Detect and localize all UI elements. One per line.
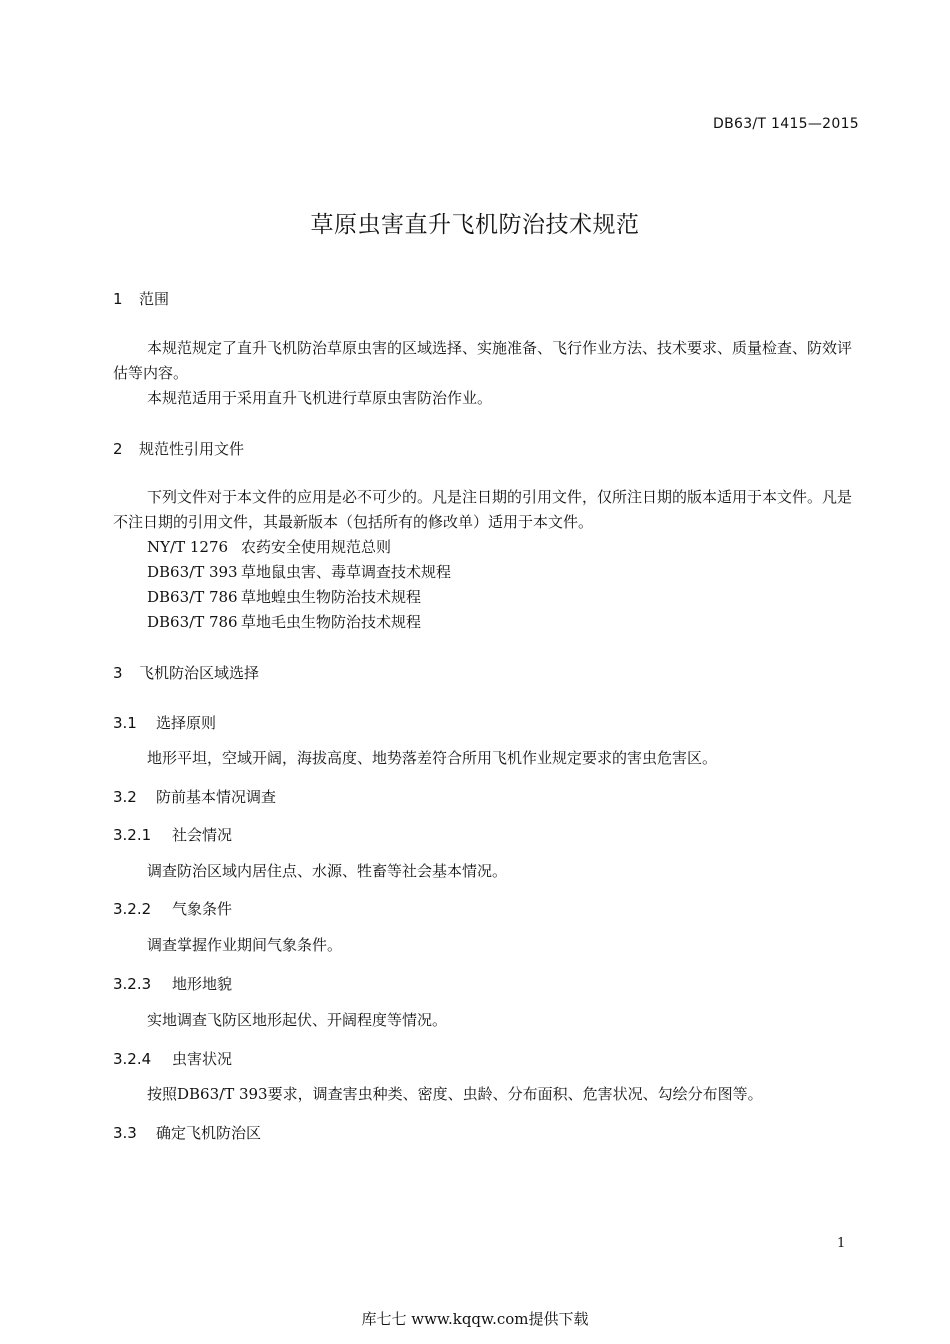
section-label: 飞机防治区域选择 <box>139 664 260 682</box>
section-number: 3.1 <box>113 714 137 732</box>
pest-paragraph: 按照DB63/T 393要求，调查害虫种类、密度、虫龄、分布面积、危害状况、勾绘分布图等。 <box>147 1085 763 1103</box>
reference-title: 草地鼠虫害、毒草调查技术规程 <box>241 563 452 581</box>
reference-item <box>147 586 421 607</box>
reference-item <box>147 561 451 582</box>
reference-title: 农药安全使用规范总则 <box>241 538 392 556</box>
reference-item <box>147 611 421 632</box>
principle-paragraph: 地形平坦，空域开阔，海拔高度、地势落差符合所用飞机作业规定要求的害虫危害区。 <box>147 749 718 767</box>
reference-code: DB63/T 786 <box>147 588 238 606</box>
section-number: 3.2.3 <box>113 975 152 993</box>
references-intro: 下列文件对于本文件的应用是必不可少的。凡是注日期的引用文件，仅所注日期的版本适用于本文件。凡是不注日期的引用文件，其最新版本（包括所有的修改单）适用于本文件。 <box>113 488 853 531</box>
section-number: 3.3 <box>113 1124 137 1142</box>
scope-paragraph-2: 本规范适用于采用直升飞机进行草原虫害防治作业。 <box>147 389 493 407</box>
section-label: 社会情况 <box>172 826 233 844</box>
section-label: 虫害状况 <box>172 1050 233 1068</box>
reference-title: 草地毛虫生物防治技术规程 <box>241 613 422 631</box>
section-label: 气象条件 <box>172 900 233 918</box>
section-3-3-heading <box>113 1122 261 1143</box>
section-3-2-3-heading <box>113 973 232 994</box>
section-3-2-1-heading <box>113 824 232 845</box>
section-number: 3.2.1 <box>113 826 152 844</box>
section-3-2-heading <box>113 786 276 807</box>
section-3-2-2-heading <box>113 898 232 919</box>
section-number: 3.2.2 <box>113 900 152 918</box>
reference-code: DB63/T 786 <box>147 613 238 631</box>
weather-paragraph: 调查掌握作业期间气象条件。 <box>147 936 343 954</box>
section-number: 2 <box>113 440 123 458</box>
section-3-heading <box>113 662 259 683</box>
section-3-1-heading <box>113 712 216 733</box>
section-label: 地形地貌 <box>172 975 233 993</box>
section-label: 防前基本情况调查 <box>156 788 277 806</box>
section-2-heading <box>113 438 244 459</box>
section-number: 3.2.4 <box>113 1050 152 1068</box>
terrain-paragraph: 实地调查飞防区地形起伏、开阔程度等情况。 <box>147 1011 448 1029</box>
page-number: 1 <box>837 1236 846 1251</box>
reference-code: DB63/T 393 <box>147 563 238 581</box>
social-paragraph: 调查防治区域内居住点、水源、牲畜等社会基本情况。 <box>147 862 508 880</box>
section-number: 1 <box>113 290 123 308</box>
section-label: 确定飞机防治区 <box>156 1124 262 1142</box>
section-number: 3.2 <box>113 788 137 806</box>
reference-title: 草地蝗虫生物防治技术规程 <box>241 588 422 606</box>
document-title: 草原虫害直升飞机防治技术规范 <box>310 212 640 238</box>
section-number: 3 <box>113 664 123 682</box>
scope-paragraph-1: 本规范规定了直升飞机防治草原虫害的区域选择、实施准备、飞行作业方法、技术要求、质量检查、防效评估等内容。 <box>113 339 853 382</box>
reference-item <box>147 536 391 557</box>
section-label: 范围 <box>139 290 170 308</box>
download-footer: 库七七 www.kqqw.com提供下载 <box>361 1310 589 1328</box>
document-code: DB63/T 1415—2015 <box>713 116 859 132</box>
section-label: 选择原则 <box>156 714 217 732</box>
section-label: 规范性引用文件 <box>139 440 245 458</box>
section-1-heading <box>113 288 169 309</box>
section-3-2-4-heading <box>113 1048 232 1069</box>
reference-code: NY/T 1276 <box>147 538 229 556</box>
